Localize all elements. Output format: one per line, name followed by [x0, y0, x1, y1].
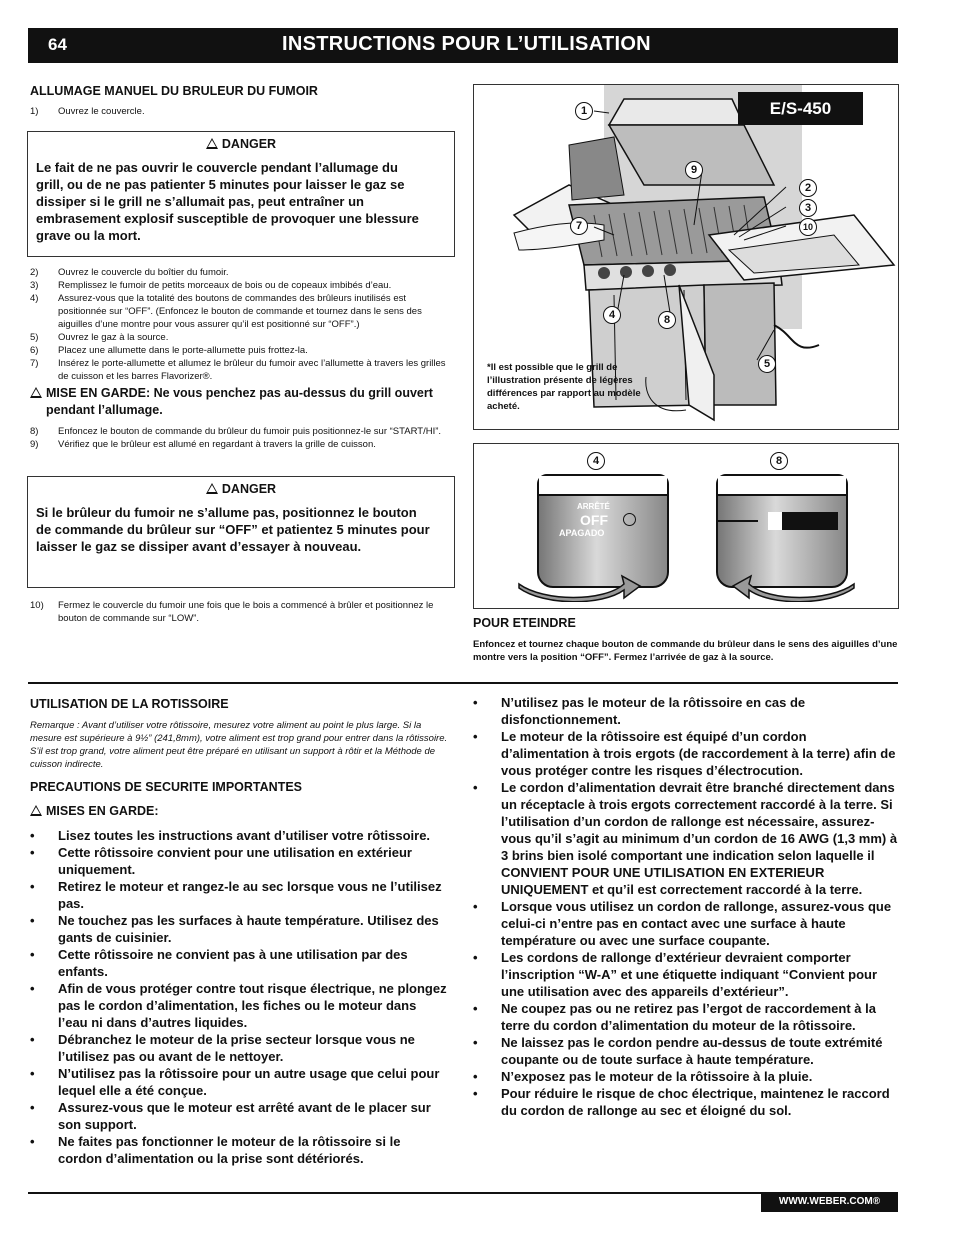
danger-text: Le fait de ne pas ouvrir le couvercle pendant l’allumage du grill, ou de ne pas patienter 5 minutes pour laisser le gaz se dissiper si le grill ne s’allumait pas, peut entraîner un embrasement explosif susceptible de provoquer une blessure grave ou la mort. — [36, 160, 419, 243]
callout-4-knob: 4 — [587, 452, 605, 470]
list-item: • Débranchez le moteur de la prise secteur lorsque vous ne l’utilisez pas ou avant de le nettoyer. — [30, 1032, 415, 1064]
off-label-es: APAGADO — [559, 528, 605, 538]
callout-7: 7 — [570, 217, 588, 235]
warnings-label: MISES EN GARDE: — [30, 803, 159, 820]
model-label: E/S-450 — [738, 92, 863, 125]
list-item: • Lorsque vous utilisez un cordon de rallonge, assurez-vous que celui-ci n’entre pas en contact avec une surface à haute température ou avec une surface coupante. — [473, 899, 892, 948]
list-item: 5) Ouvrez le gaz à la source. — [30, 332, 169, 343]
off-label-fr: ARRÊTÉ — [577, 502, 610, 511]
list-item: • Pour réduire le risque de choc électrique, maintenez le raccord du cordon de rallonge au sec et éloigné du sol. — [473, 1086, 890, 1118]
caution-note: MISE EN GARDE: Ne vous penchez pas au-dessus du grill ouvert pendant l’allumage. — [30, 385, 450, 419]
danger-label: DANGER — [221, 137, 277, 151]
footer-url: WWW.WEBER.COM® — [761, 1192, 898, 1212]
off-label-en: OFF — [580, 512, 608, 528]
rotisserie-remark: Remarque : Avant d’utiliser votre rôtissoire, mesurez votre aliment au point le plus large. Si la mesure est supérieure à 9½” (241,8mm), votre aliment est trop grand pour entrer dans la rôtissoire. S’il est trop grand, votre aliment peut être préparé en utilisant un support à rôtir et la Méthode de cuisson indirecte. — [30, 720, 448, 770]
callout-1: 1 — [575, 102, 593, 120]
callout-8: 8 — [658, 311, 676, 329]
list-item: • N’utilisez pas le moteur de la rôtissoire en cas de disfonctionnement. — [473, 695, 806, 727]
manual-lighting-heading: ALLUMAGE MANUEL DU BRULEUR DU FUMOIR — [30, 84, 318, 98]
callout-8-knob: 8 — [770, 452, 788, 470]
list-item: 8) Enfoncez le bouton de commande du brûleur du fumoir puis positionnez-le sur “START/HI”. — [30, 426, 442, 437]
list-item: • Les cordons de rallonge d’extérieur devraient comporter l’inscription “W-A” et une étiquette indiquant “Convient pour une utilisation avec des appareils d’extérieur”. — [473, 950, 878, 999]
list-item: • Ne faites pas fonctionner le moteur de la rôtissoire si le cordon d’alimentation ou la prise sont détériorés. — [30, 1134, 401, 1166]
callout-5: 5 — [758, 355, 776, 373]
list-item: • Cette rôtissoire convient pour une utilisation en extérieur uniquement. — [30, 845, 412, 877]
list-item: • N’exposez pas le moteur de la rôtissoire à la pluie. — [473, 1069, 813, 1084]
steps-list-a — [30, 266, 455, 383]
danger-text: Si le brûleur du fumoir ne s’allume pas, positionnez le bouton de commande du brûleur sur “OFF” et patientez 5 minutes pour laisser le gaz se dissiper avant d’essayer à nouveau. — [36, 505, 430, 554]
list-item: • Ne laissez pas le cordon pendre au-dessus de toute extrémité coupante ou de toute surface à haute température. — [473, 1035, 883, 1067]
callout-2: 2 — [799, 179, 817, 197]
list-item: • Le moteur de la rôtissoire est équipé d’un cordon d’alimentation à trois ergots (de raccordement à la terre) afin de vous protéger contre les risques d’électrocution. — [473, 729, 896, 778]
rotisserie-heading: UTILISATION DE LA ROTISSOIRE — [30, 697, 229, 711]
danger-box-1 — [27, 131, 455, 257]
off-indicator-icon — [623, 513, 636, 526]
clockwise-arrow-icon — [514, 562, 644, 602]
grill-illustration — [473, 84, 899, 430]
callout-10: 10 — [799, 218, 817, 236]
illustration-note: *Il est possible que le grill de l’illustration présente de légères différences par rapport au modèle acheté. — [487, 362, 641, 412]
list-item: 4) Assurez-vous que la totalité des boutons de commandes des brûleurs inutilisés est positionnée sur “OFF”. (Enfoncez le bouton de commande et tournez dans le sens des aiguilles d’une montre pour vous assurer qu’il est positionné sur “OFF”.) — [30, 293, 422, 330]
callout-3: 3 — [799, 199, 817, 217]
list-item: 2) Ouvrez le couvercle du boîtier du fumoir. — [30, 267, 229, 278]
list-item: • Retirez le moteur et rangez-le au sec lorsque vous ne l’utilisez pas. — [30, 879, 442, 911]
list-item: • Assurez-vous que le moteur est arrêté avant de le placer sur son support. — [30, 1100, 431, 1132]
warning-triangle-icon — [206, 138, 218, 149]
list-item: • Ne coupez pas ou ne retirez pas l’ergot de raccordement à la terre du cordon d’alimentation du moteur de la rôtissoire. — [473, 1001, 876, 1033]
turn-off-heading: POUR ETEINDRE — [473, 616, 576, 630]
list-item: 7) Insérez le porte-allumette et allumez le brûleur du fumoir avec l’allumette à travers les grilles de cuisson et les barres Flavorizer®. — [30, 358, 446, 382]
turn-off-text: Enfoncez et tournez chaque bouton de commande du brûleur dans le sens des aiguilles d’une montre vers la position “OFF”. Fermez l’arrivée de gaz à la source. — [473, 639, 898, 663]
steps-list-b — [30, 425, 455, 451]
step-10: 10) Fermez le couvercle du fumoir une fois que le bois a commencé à brûler et positionnez le bouton de commande sur “LOW”. — [30, 600, 434, 624]
flame-scale-icon — [768, 512, 838, 530]
precautions-heading: PRECAUTIONS DE SECURITE IMPORTANTES — [30, 780, 303, 794]
list-item: 6) Placez une allumette dans le porte-allumette puis frottez-la. — [30, 345, 308, 356]
warning-triangle-icon — [206, 483, 218, 494]
warning-triangle-icon — [30, 805, 42, 816]
knob-diagram — [473, 443, 899, 609]
list-item: 9) Vérifiez que le brûleur est allumé en regardant à travers la grille de cuisson. — [30, 439, 376, 450]
callout-9: 9 — [685, 161, 703, 179]
section-divider — [28, 682, 898, 684]
list-item: • Lisez toutes les instructions avant d’utiliser votre rôtissoire. — [30, 828, 431, 843]
danger-label: DANGER — [221, 482, 277, 496]
right-bullet-list — [473, 694, 898, 1119]
left-bullet-list — [30, 827, 448, 1167]
callout-4: 4 — [603, 306, 621, 324]
list-item: • Le cordon d’alimentation devrait être branché directement dans un réceptacle à trois ergots correctement raccordé à la terre. Si l’utilisation d’un cordon de rallonge est nécessaire, assurez-vous qu’il s’agit au minimum d’un cordon de 16 AWG (1,3 mm) à 3 brins bien isolé comportant une indication selon laquelle il CONVIENT POUR UNE UTILISATION EN EXTERIEUR UNIQUEMENT et qu’il est correctement raccordé à la terre. — [473, 780, 898, 897]
counterclockwise-arrow-icon — [729, 562, 859, 602]
list-item: • Cette rôtissoire ne convient pas à une utilisation par des enfants. — [30, 947, 408, 979]
step-1: 1) Ouvrez le couvercle. — [30, 106, 145, 117]
page-header — [28, 28, 898, 63]
list-item: • Ne touchez pas les surfaces à haute température. Utilisez des gants de cuisinier. — [30, 913, 439, 945]
page-number: 64 — [48, 35, 67, 54]
page-title: INSTRUCTIONS POUR L’UTILISATION — [282, 33, 651, 55]
danger-box-2 — [27, 476, 455, 588]
warning-triangle-icon — [30, 387, 42, 398]
list-item: • Afin de vous protéger contre tout risque électrique, ne plongez pas le cordon d’alimentation, les fiches ou le moteur dans l’eau ni dans d’autres liquides. — [30, 981, 447, 1030]
list-item: 3) Remplissez le fumoir de petits morceaux de bois ou de copeaux imbibés d’eau. — [30, 280, 392, 291]
list-item: • N’utilisez pas la rôtissoire pour un autre usage que celui pour lequel elle a été conçue. — [30, 1066, 440, 1098]
